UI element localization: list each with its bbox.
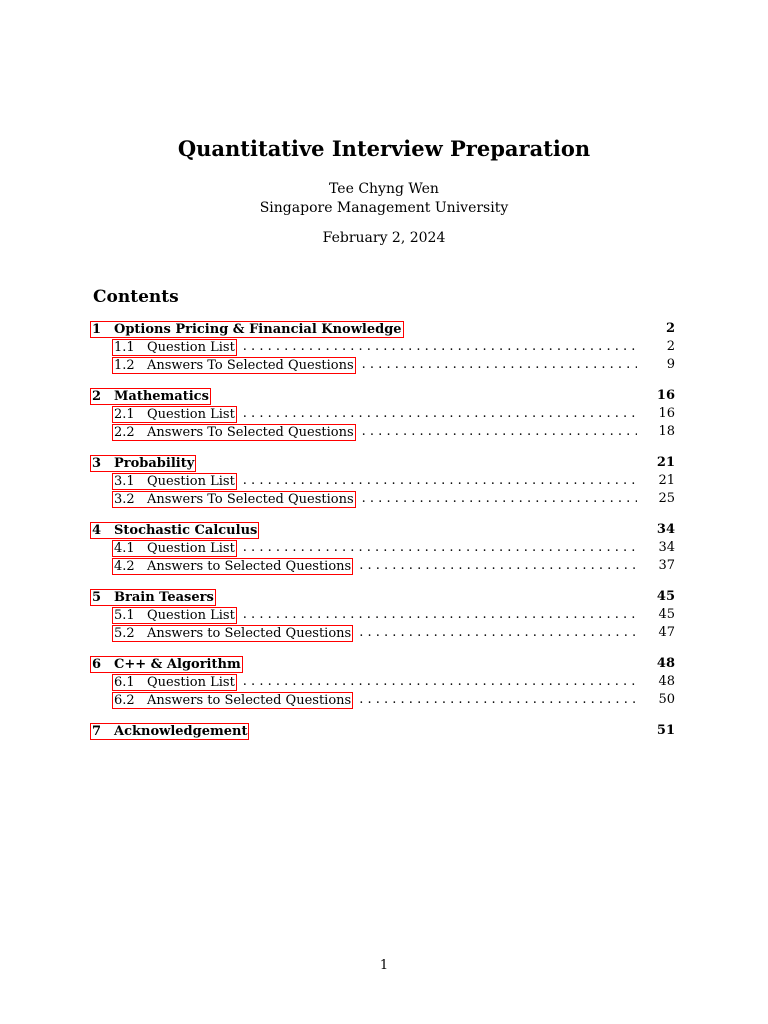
toc-section-number: 4 — [92, 522, 102, 538]
toc-section — [90, 655, 678, 709]
toc-subsection-title: Answers to Selected Questions — [147, 625, 352, 641]
toc-section-row — [90, 655, 678, 673]
toc-section — [90, 588, 678, 642]
contents-heading: Contents — [93, 287, 179, 307]
toc-subsection-number: 2.1 — [114, 406, 135, 422]
dot-leader — [243, 606, 637, 624]
toc-section-title: Probability — [114, 455, 195, 471]
toc-subsection-number: 2.2 — [114, 424, 135, 440]
toc-section-title: Stochastic Calculus — [114, 522, 258, 538]
toc-section-number: 2 — [92, 388, 102, 404]
toc-section-link[interactable] — [90, 455, 196, 472]
toc-section — [90, 454, 678, 508]
toc-section-page: 34 — [656, 522, 675, 537]
toc-subsection-row — [90, 338, 678, 356]
toc-section-row — [90, 320, 678, 338]
author-affiliation: Singapore Management University — [259, 200, 509, 216]
toc-section-page: 21 — [656, 455, 675, 470]
dot-leader — [359, 691, 637, 709]
toc-subsection-row — [90, 539, 678, 557]
toc-section-number: 7 — [92, 723, 102, 739]
toc-subsection-page: 16 — [658, 406, 675, 421]
document-title: Quantitative Interview Preparation — [177, 136, 591, 161]
toc-section-page: 45 — [656, 589, 675, 604]
toc-subsection-link[interactable] — [112, 491, 356, 508]
toc-subsection-number: 3.2 — [114, 491, 135, 507]
toc-subsection-page: 2 — [666, 339, 675, 354]
toc-subsection-number: 4.2 — [114, 558, 135, 574]
toc-subsection-row — [90, 691, 678, 709]
toc-section-number: 5 — [92, 589, 102, 605]
toc-section-row — [90, 387, 678, 405]
toc-subsection-title: Question List — [147, 674, 235, 690]
toc-subsection-row — [90, 423, 678, 441]
toc-subsection-page: 37 — [658, 558, 675, 573]
toc-subsection-row — [90, 405, 678, 423]
toc-subsection-row — [90, 624, 678, 642]
toc-subsection-title: Question List — [147, 339, 235, 355]
toc-subsection-row — [90, 557, 678, 575]
toc-section-row — [90, 454, 678, 472]
toc-section-link[interactable] — [90, 522, 259, 539]
toc-subsection-page: 21 — [658, 473, 675, 488]
toc-subsection-title: Answers to Selected Questions — [147, 692, 352, 708]
dot-leader — [362, 356, 637, 374]
toc-subsection-page: 47 — [658, 625, 675, 640]
toc-section-link[interactable] — [90, 723, 249, 740]
toc-section-number: 1 — [92, 321, 102, 337]
dot-leader — [359, 624, 637, 642]
toc-subsection-number: 3.1 — [114, 473, 135, 489]
toc-section-title: Acknowledgement — [114, 723, 248, 739]
toc-subsection-row — [90, 472, 678, 490]
toc-section-link[interactable] — [90, 589, 216, 606]
page-number: 1 — [379, 958, 389, 973]
dot-leader — [243, 472, 637, 490]
toc-section — [90, 521, 678, 575]
toc-section — [90, 722, 678, 740]
toc-subsection-link[interactable] — [112, 339, 237, 356]
dot-leader — [243, 539, 637, 557]
toc-section-link[interactable] — [90, 388, 211, 405]
toc-subsection-title: Question List — [147, 607, 235, 623]
toc-section-title: Mathematics — [114, 388, 209, 404]
toc-subsection-title: Answers To Selected Questions — [147, 491, 354, 507]
toc-section-row — [90, 588, 678, 606]
toc-section-page: 51 — [656, 723, 675, 738]
dot-leader — [243, 338, 637, 356]
toc-section-title: Options Pricing & Financial Knowledge — [114, 321, 402, 337]
toc-subsection-number: 6.2 — [114, 692, 135, 708]
author-name: Tee Chyng Wen — [329, 181, 439, 197]
toc-section — [90, 387, 678, 441]
toc-subsection-page: 9 — [666, 357, 675, 372]
toc-subsection-page: 18 — [658, 424, 675, 439]
toc-subsection-row — [90, 606, 678, 624]
toc-subsection-title: Answers To Selected Questions — [147, 357, 354, 373]
dot-leader — [362, 423, 637, 441]
toc-subsection-page: 48 — [658, 674, 675, 689]
toc-subsection-link[interactable] — [112, 674, 237, 691]
toc-subsection-number: 5.1 — [114, 607, 135, 623]
toc-section-title: Brain Teasers — [114, 589, 214, 605]
toc-subsection-page: 45 — [658, 607, 675, 622]
toc-section-number: 3 — [92, 455, 102, 471]
toc-subsection-page: 50 — [658, 692, 675, 707]
document-date: February 2, 2024 — [322, 230, 446, 246]
dot-leader — [243, 405, 637, 423]
toc-subsection-number: 5.2 — [114, 625, 135, 641]
toc-subsection-title: Answers to Selected Questions — [147, 558, 352, 574]
toc-section-page: 48 — [656, 656, 675, 671]
toc-section-link[interactable] — [90, 321, 404, 338]
toc-subsection-link[interactable] — [112, 540, 237, 557]
toc-subsection-number: 4.1 — [114, 540, 135, 556]
toc-subsection-number: 1.2 — [114, 357, 135, 373]
toc-section-page: 2 — [665, 321, 675, 336]
toc-subsection-link[interactable] — [112, 625, 353, 642]
toc-subsection-title: Answers To Selected Questions — [147, 424, 354, 440]
toc-section-link[interactable] — [90, 656, 243, 673]
table-of-contents — [90, 320, 678, 753]
toc-subsection-row — [90, 673, 678, 691]
toc-section-title: C++ & Algorithm — [114, 656, 241, 672]
toc-subsection-title: Question List — [147, 473, 235, 489]
toc-subsection-link[interactable] — [112, 607, 237, 624]
toc-subsection-row — [90, 356, 678, 374]
toc-section-page: 16 — [656, 388, 675, 403]
toc-subsection-link[interactable] — [112, 692, 353, 709]
toc-section — [90, 320, 678, 374]
toc-subsection-row — [90, 490, 678, 508]
dot-leader — [362, 490, 637, 508]
toc-section-row — [90, 722, 678, 740]
toc-subsection-page: 25 — [658, 491, 675, 506]
toc-subsection-link[interactable] — [112, 473, 237, 490]
toc-subsection-number: 1.1 — [114, 339, 135, 355]
toc-subsection-link[interactable] — [112, 406, 237, 423]
toc-subsection-link[interactable] — [112, 558, 353, 575]
toc-subsection-link[interactable] — [112, 357, 356, 374]
dot-leader — [359, 557, 637, 575]
toc-section-row — [90, 521, 678, 539]
toc-subsection-number: 6.1 — [114, 674, 135, 690]
dot-leader — [243, 673, 637, 691]
toc-subsection-title: Question List — [147, 540, 235, 556]
toc-section-number: 6 — [92, 656, 102, 672]
toc-subsection-link[interactable] — [112, 424, 356, 441]
toc-subsection-page: 34 — [658, 540, 675, 555]
toc-subsection-title: Question List — [147, 406, 235, 422]
